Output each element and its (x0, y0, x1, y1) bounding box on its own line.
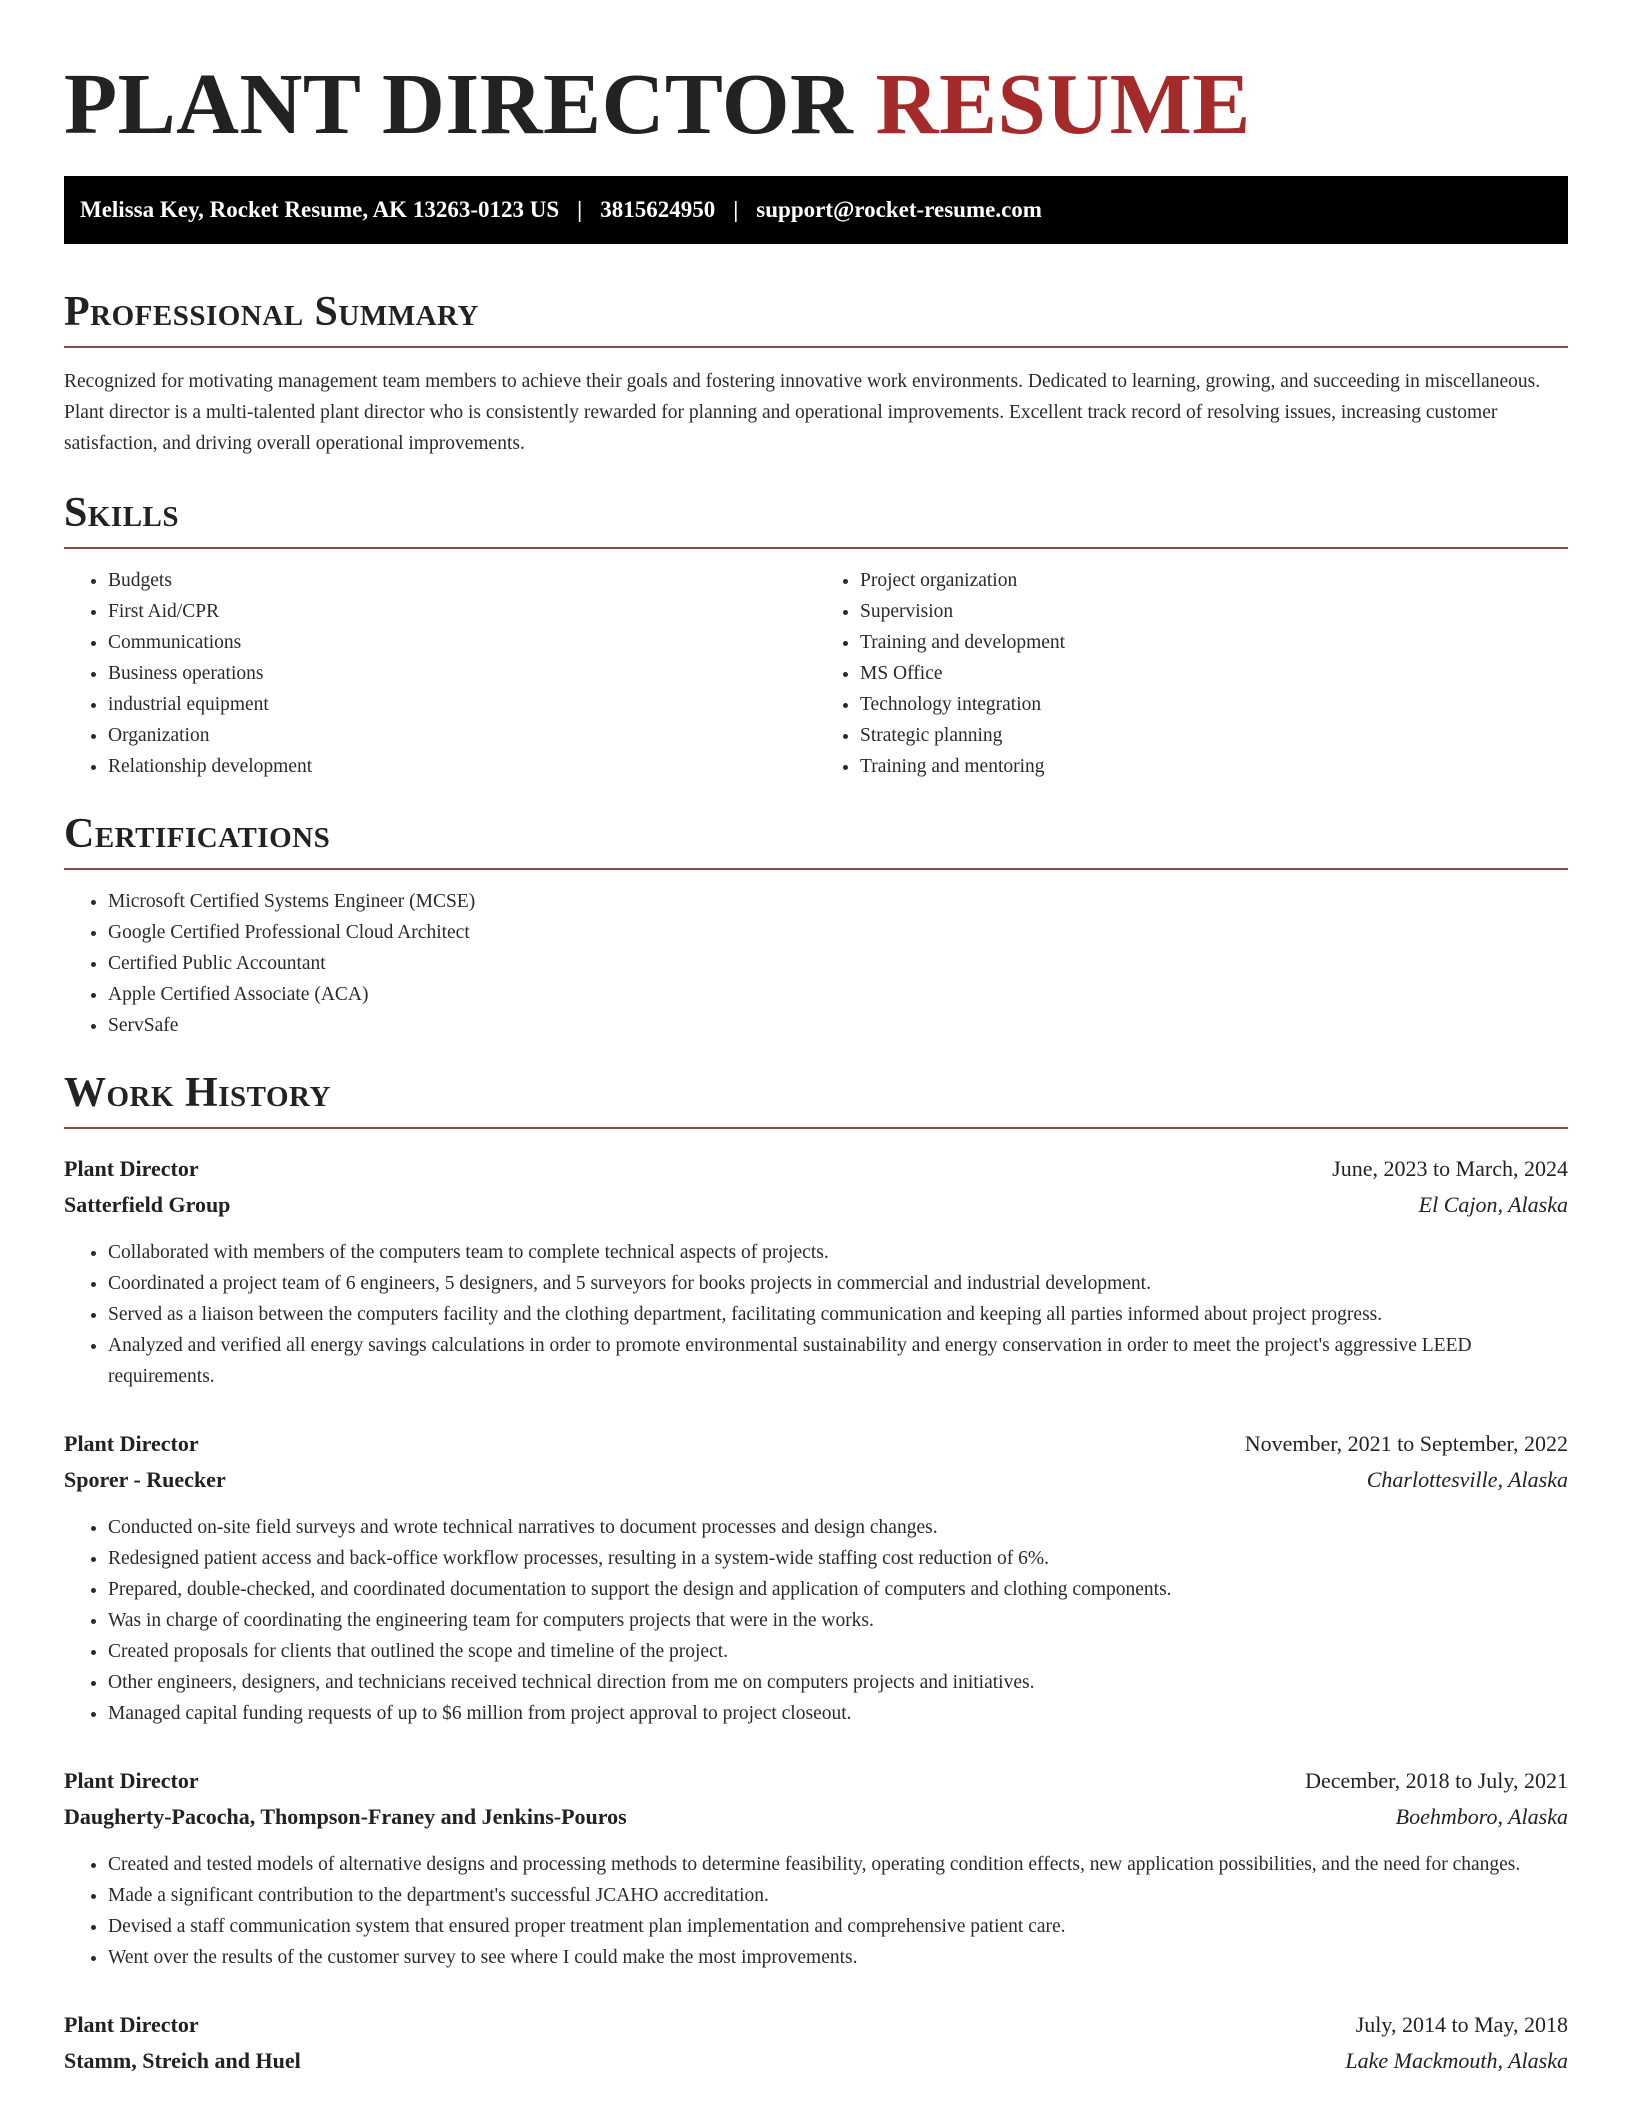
skill-item: • Strategic planning (860, 720, 1568, 751)
summary-section (64, 286, 1568, 459)
job-company-row (64, 1462, 1568, 1498)
title-main: PLANT DIRECTOR (64, 55, 854, 152)
skills-list-left (64, 565, 816, 782)
contact-bar (64, 176, 1568, 244)
summary-text: Recognized for motivating management team members to achieve their goals and fostering innovative work environments. Dedicated to learning, growing, and succeeding in miscellaneous. Plant director is a multi-talented plant director who is consistently rewarded for planning and operational improvements. Excellent track record of resolving issues, increasing customer satisfaction, and driving overall operational improvements. (64, 371, 1541, 454)
skill-item: • MS Office (860, 658, 1568, 689)
job-duty-item: • Created proposals for clients that outlined the scope and timeline of the project. (108, 1636, 1568, 1667)
job-header-row (64, 1151, 1568, 1187)
job-duty-item: • Was in charge of coordinating the engineering team for computers projects that were in the works. (108, 1605, 1568, 1636)
job-title: Plant Director (64, 1431, 199, 1456)
section-divider (64, 346, 1568, 348)
job-duty-item: • Coordinated a project team of 6 engineers, 5 designers, and 5 surveyors for books projects in commercial and industrial development. (108, 1268, 1568, 1299)
skill-item: • Business operations (108, 658, 816, 689)
job-header-row (64, 1763, 1568, 1799)
skill-item: • Project organization (860, 565, 1568, 596)
job-duty-item: • Served as a liaison between the computers facility and the clothing department, facilitating communication and keeping all parties informed about project progress. (108, 1299, 1568, 1330)
job-duty-item: • Devised a staff communication system that ensured proper treatment plan implementation and comprehensive patient care. (108, 1911, 1568, 1942)
certification-item: • Google Certified Professional Cloud Architect (108, 917, 1568, 948)
skill-item: • Budgets (108, 565, 816, 596)
skills-heading: Skills (64, 490, 180, 536)
job-header-row (64, 1426, 1568, 1462)
job-location: Boehmboro, Alaska (1395, 1804, 1568, 1829)
job-duties-list (64, 1237, 1568, 1392)
job-company: Sporer - Ruecker (64, 1467, 226, 1492)
job-duty-item: • Prepared, double-checked, and coordinated documentation to support the design and application of computers and clothing components. (108, 1574, 1568, 1605)
certification-item: • Certified Public Accountant (108, 948, 1568, 979)
skill-item: • Supervision (860, 596, 1568, 627)
certifications-section (64, 808, 1568, 1041)
job-duty-item: • Went over the results of the customer survey to see where I could make the most improvements. (108, 1942, 1568, 1973)
skill-item: • Organization (108, 720, 816, 751)
certifications-heading: Certifications (64, 811, 331, 857)
title-accent: RESUME (875, 55, 1251, 152)
job-title: Plant Director (64, 1768, 199, 1793)
certification-item: • Microsoft Certified Systems Engineer (MCSE) (108, 886, 1568, 917)
resume-title (64, 0, 1568, 176)
job-company-row (64, 1187, 1568, 1223)
skill-item: • Relationship development (108, 751, 816, 782)
job-entry (64, 1763, 1568, 1973)
section-divider (64, 1127, 1568, 1129)
contact-email: support@rocket-resume.com (756, 197, 1042, 222)
job-dates: July, 2014 to May, 2018 (1355, 2012, 1568, 2037)
job-location: El Cajon, Alaska (1418, 1192, 1568, 1217)
skill-item: • First Aid/CPR (108, 596, 816, 627)
job-dates: December, 2018 to July, 2021 (1305, 1768, 1568, 1793)
certifications-list (64, 886, 1568, 1041)
job-title: Plant Director (64, 1156, 199, 1181)
contact-phone: 3815624950 (600, 197, 716, 222)
section-divider (64, 868, 1568, 870)
job-duty-item: • Collaborated with members of the computers team to complete technical aspects of projects. (108, 1237, 1568, 1268)
job-duty-item: • Managed capital funding requests of up to $6 million from project approval to project closeout. (108, 1698, 1568, 1729)
job-duties-list (64, 1849, 1568, 1973)
skills-list-right (816, 565, 1568, 782)
job-entry (64, 1426, 1568, 1729)
job-title: Plant Director (64, 2012, 199, 2037)
job-dates: November, 2021 to September, 2022 (1244, 1431, 1568, 1456)
skill-item: • Communications (108, 627, 816, 658)
section-divider (64, 547, 1568, 549)
job-location: Charlottesville, Alaska (1366, 1467, 1568, 1492)
skill-item: • Technology integration (860, 689, 1568, 720)
job-company: Stamm, Streich and Huel (64, 2048, 301, 2073)
contact-separator: | (577, 197, 583, 222)
skill-item: • industrial equipment (108, 689, 816, 720)
job-duty-item: • Redesigned patient access and back-office workflow processes, resulting in a system-wide staffing cost reduction of 6%. (108, 1543, 1568, 1574)
job-company-row (64, 1799, 1568, 1835)
work-history-section (64, 1067, 1568, 2079)
contact-separator: | (733, 197, 739, 222)
skill-item: • Training and mentoring (860, 751, 1568, 782)
job-location: Lake Mackmouth, Alaska (1345, 2048, 1568, 2073)
job-entry (64, 2007, 1568, 2079)
job-dates: June, 2023 to March, 2024 (1332, 1156, 1568, 1181)
job-company-row (64, 2043, 1568, 2079)
job-duty-item: • Other engineers, designers, and technicians received technical direction from me on computers projects and initiatives. (108, 1667, 1568, 1698)
job-duty-item: • Made a significant contribution to the department's successful JCAHO accreditation. (108, 1880, 1568, 1911)
job-entry (64, 1151, 1568, 1392)
job-duty-item: • Conducted on-site field surveys and wrote technical narratives to document processes and design changes. (108, 1512, 1568, 1543)
job-duty-item: • Created and tested models of alternative designs and processing methods to determine feasibility, operating condition effects, new application possibilities, and the need for changes. (108, 1849, 1568, 1880)
certification-item: • ServSafe (108, 1010, 1568, 1041)
job-header-row (64, 2007, 1568, 2043)
job-duty-item: • Analyzed and verified all energy savings calculations in order to promote environmental sustainability and energy conservation in order to meet the project's aggressive LEED requirements. (108, 1330, 1568, 1392)
work-history-heading: Work History (64, 1070, 331, 1116)
job-company: Daugherty-Pacocha, Thompson-Franey and Jenkins-Pouros (64, 1804, 627, 1829)
skills-grid (64, 565, 1568, 782)
job-company: Satterfield Group (64, 1192, 231, 1217)
summary-heading: Professional Summary (64, 289, 479, 335)
contact-address: Melissa Key, Rocket Resume, AK 13263-0123 US (80, 197, 560, 222)
skills-section (64, 487, 1568, 782)
certification-item: • Apple Certified Associate (ACA) (108, 979, 1568, 1010)
job-duties-list (64, 1512, 1568, 1729)
skill-item: • Training and development (860, 627, 1568, 658)
